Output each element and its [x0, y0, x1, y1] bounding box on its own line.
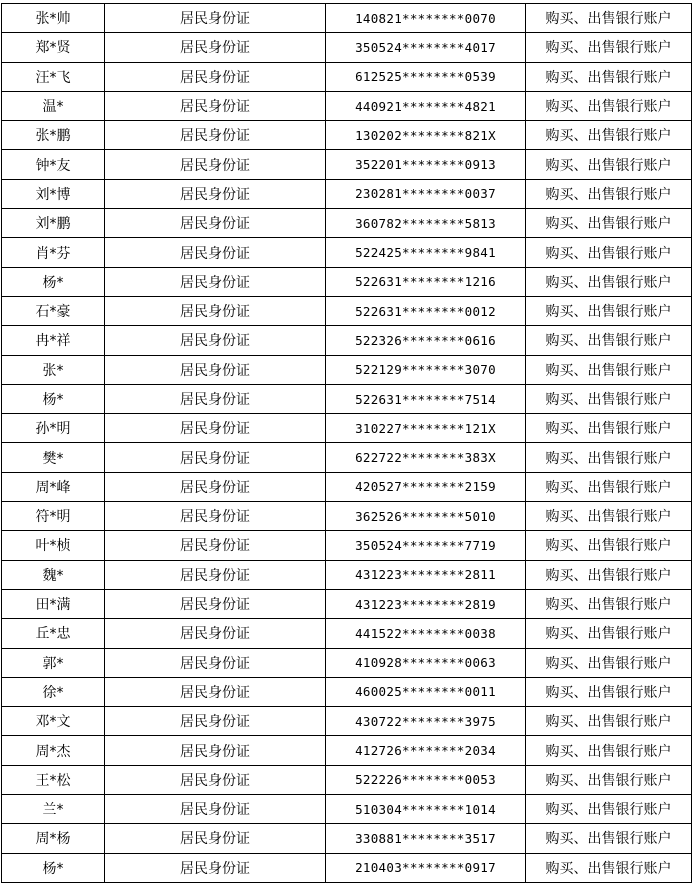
id-number-cell: 522631********0012 [326, 296, 526, 325]
table-row [2, 795, 692, 824]
table-row [2, 91, 692, 120]
name-cell: 魏* [2, 560, 105, 589]
name-cell: 叶*桢 [2, 531, 105, 560]
action-cell: 购买、出售银行账户 [526, 707, 692, 736]
name-cell: 杨* [2, 267, 105, 296]
id-number-cell: 350524********4017 [326, 33, 526, 62]
doc-type-cell: 居民身份证 [105, 853, 326, 882]
table-row [2, 414, 692, 443]
id-number-cell: 230281********0037 [326, 179, 526, 208]
action-cell: 购买、出售银行账户 [526, 121, 692, 150]
doc-type-cell: 居民身份证 [105, 795, 326, 824]
table-row [2, 619, 692, 648]
action-cell: 购买、出售银行账户 [526, 296, 692, 325]
id-number-cell: 522631********1216 [326, 267, 526, 296]
records-table-body [2, 4, 692, 883]
doc-type-cell: 居民身份证 [105, 677, 326, 706]
doc-type-cell: 居民身份证 [105, 150, 326, 179]
action-cell: 购买、出售银行账户 [526, 795, 692, 824]
doc-type-cell: 居民身份证 [105, 736, 326, 765]
doc-type-cell: 居民身份证 [105, 765, 326, 794]
name-cell: 樊* [2, 443, 105, 472]
id-number-cell: 410928********0063 [326, 648, 526, 677]
id-number-cell: 441522********0038 [326, 619, 526, 648]
doc-type-cell: 居民身份证 [105, 472, 326, 501]
action-cell: 购买、出售银行账户 [526, 560, 692, 589]
doc-type-cell: 居民身份证 [105, 91, 326, 120]
action-cell: 购买、出售银行账户 [526, 355, 692, 384]
name-cell: 汪*飞 [2, 62, 105, 91]
doc-type-cell: 居民身份证 [105, 414, 326, 443]
doc-type-cell: 居民身份证 [105, 384, 326, 413]
action-cell: 购买、出售银行账户 [526, 853, 692, 882]
name-cell: 张*鹏 [2, 121, 105, 150]
action-cell: 购买、出售银行账户 [526, 384, 692, 413]
name-cell: 郑*贤 [2, 33, 105, 62]
id-number-cell: 510304********1014 [326, 795, 526, 824]
records-table [1, 3, 692, 883]
name-cell: 孙*明 [2, 414, 105, 443]
id-number-cell: 140821********0070 [326, 4, 526, 33]
table-row [2, 326, 692, 355]
action-cell: 购买、出售银行账户 [526, 589, 692, 618]
table-row [2, 33, 692, 62]
name-cell: 钟*友 [2, 150, 105, 179]
name-cell: 刘*鹏 [2, 209, 105, 238]
doc-type-cell: 居民身份证 [105, 502, 326, 531]
id-number-cell: 352201********0913 [326, 150, 526, 179]
doc-type-cell: 居民身份证 [105, 62, 326, 91]
name-cell: 王*松 [2, 765, 105, 794]
table-row [2, 62, 692, 91]
table-row [2, 443, 692, 472]
id-number-cell: 460025********0011 [326, 677, 526, 706]
name-cell: 冉*祥 [2, 326, 105, 355]
action-cell: 购买、出售银行账户 [526, 824, 692, 853]
table-row [2, 296, 692, 325]
name-cell: 周*杰 [2, 736, 105, 765]
id-number-cell: 210403********0917 [326, 853, 526, 882]
id-number-cell: 412726********2034 [326, 736, 526, 765]
action-cell: 购买、出售银行账户 [526, 414, 692, 443]
table-row [2, 267, 692, 296]
doc-type-cell: 居民身份证 [105, 267, 326, 296]
name-cell: 张*帅 [2, 4, 105, 33]
name-cell: 丘*忠 [2, 619, 105, 648]
table-row [2, 736, 692, 765]
name-cell: 温* [2, 91, 105, 120]
action-cell: 购买、出售银行账户 [526, 765, 692, 794]
doc-type-cell: 居民身份证 [105, 209, 326, 238]
action-cell: 购买、出售银行账户 [526, 472, 692, 501]
id-number-cell: 130202********821X [326, 121, 526, 150]
action-cell: 购买、出售银行账户 [526, 267, 692, 296]
name-cell: 兰* [2, 795, 105, 824]
table-row [2, 560, 692, 589]
action-cell: 购买、出售银行账户 [526, 33, 692, 62]
action-cell: 购买、出售银行账户 [526, 209, 692, 238]
id-number-cell: 360782********5813 [326, 209, 526, 238]
id-number-cell: 622722********383X [326, 443, 526, 472]
table-row [2, 648, 692, 677]
action-cell: 购买、出售银行账户 [526, 150, 692, 179]
id-number-cell: 522631********7514 [326, 384, 526, 413]
action-cell: 购买、出售银行账户 [526, 648, 692, 677]
table-row [2, 677, 692, 706]
doc-type-cell: 居民身份证 [105, 296, 326, 325]
id-number-cell: 310227********121X [326, 414, 526, 443]
doc-type-cell: 居民身份证 [105, 560, 326, 589]
table-row [2, 824, 692, 853]
doc-type-cell: 居民身份证 [105, 648, 326, 677]
doc-type-cell: 居民身份证 [105, 355, 326, 384]
action-cell: 购买、出售银行账户 [526, 619, 692, 648]
table-row [2, 150, 692, 179]
action-cell: 购买、出售银行账户 [526, 326, 692, 355]
id-number-cell: 431223********2819 [326, 589, 526, 618]
action-cell: 购买、出售银行账户 [526, 736, 692, 765]
action-cell: 购买、出售银行账户 [526, 238, 692, 267]
action-cell: 购买、出售银行账户 [526, 531, 692, 560]
doc-type-cell: 居民身份证 [105, 443, 326, 472]
id-number-cell: 431223********2811 [326, 560, 526, 589]
table-row [2, 4, 692, 33]
doc-type-cell: 居民身份证 [105, 531, 326, 560]
name-cell: 石*豪 [2, 296, 105, 325]
name-cell: 杨* [2, 384, 105, 413]
action-cell: 购买、出售银行账户 [526, 62, 692, 91]
doc-type-cell: 居民身份证 [105, 589, 326, 618]
doc-type-cell: 居民身份证 [105, 824, 326, 853]
table-row [2, 209, 692, 238]
table-row [2, 531, 692, 560]
doc-type-cell: 居民身份证 [105, 121, 326, 150]
table-row [2, 502, 692, 531]
action-cell: 购买、出售银行账户 [526, 502, 692, 531]
doc-type-cell: 居民身份证 [105, 33, 326, 62]
table-row [2, 179, 692, 208]
action-cell: 购买、出售银行账户 [526, 91, 692, 120]
id-number-cell: 330881********3517 [326, 824, 526, 853]
action-cell: 购买、出售银行账户 [526, 179, 692, 208]
id-number-cell: 612525********0539 [326, 62, 526, 91]
name-cell: 符*明 [2, 502, 105, 531]
table-row [2, 472, 692, 501]
id-number-cell: 420527********2159 [326, 472, 526, 501]
doc-type-cell: 居民身份证 [105, 619, 326, 648]
id-number-cell: 362526********5010 [326, 502, 526, 531]
doc-type-cell: 居民身份证 [105, 326, 326, 355]
table-row [2, 238, 692, 267]
name-cell: 周*杨 [2, 824, 105, 853]
id-number-cell: 522129********3070 [326, 355, 526, 384]
action-cell: 购买、出售银行账户 [526, 677, 692, 706]
doc-type-cell: 居民身份证 [105, 179, 326, 208]
name-cell: 肖*芬 [2, 238, 105, 267]
doc-type-cell: 居民身份证 [105, 238, 326, 267]
id-number-cell: 440921********4821 [326, 91, 526, 120]
name-cell: 郭* [2, 648, 105, 677]
action-cell: 购买、出售银行账户 [526, 4, 692, 33]
table-row [2, 707, 692, 736]
name-cell: 徐* [2, 677, 105, 706]
id-number-cell: 522425********9841 [326, 238, 526, 267]
id-number-cell: 430722********3975 [326, 707, 526, 736]
table-row [2, 384, 692, 413]
id-number-cell: 350524********7719 [326, 531, 526, 560]
table-row [2, 589, 692, 618]
name-cell: 张* [2, 355, 105, 384]
name-cell: 田*满 [2, 589, 105, 618]
name-cell: 周*峰 [2, 472, 105, 501]
table-row [2, 121, 692, 150]
table-row [2, 355, 692, 384]
id-number-cell: 522226********0053 [326, 765, 526, 794]
name-cell: 刘*博 [2, 179, 105, 208]
table-row [2, 765, 692, 794]
doc-type-cell: 居民身份证 [105, 4, 326, 33]
name-cell: 邓*文 [2, 707, 105, 736]
table-row [2, 853, 692, 882]
doc-type-cell: 居民身份证 [105, 707, 326, 736]
name-cell: 杨* [2, 853, 105, 882]
action-cell: 购买、出售银行账户 [526, 443, 692, 472]
id-number-cell: 522326********0616 [326, 326, 526, 355]
